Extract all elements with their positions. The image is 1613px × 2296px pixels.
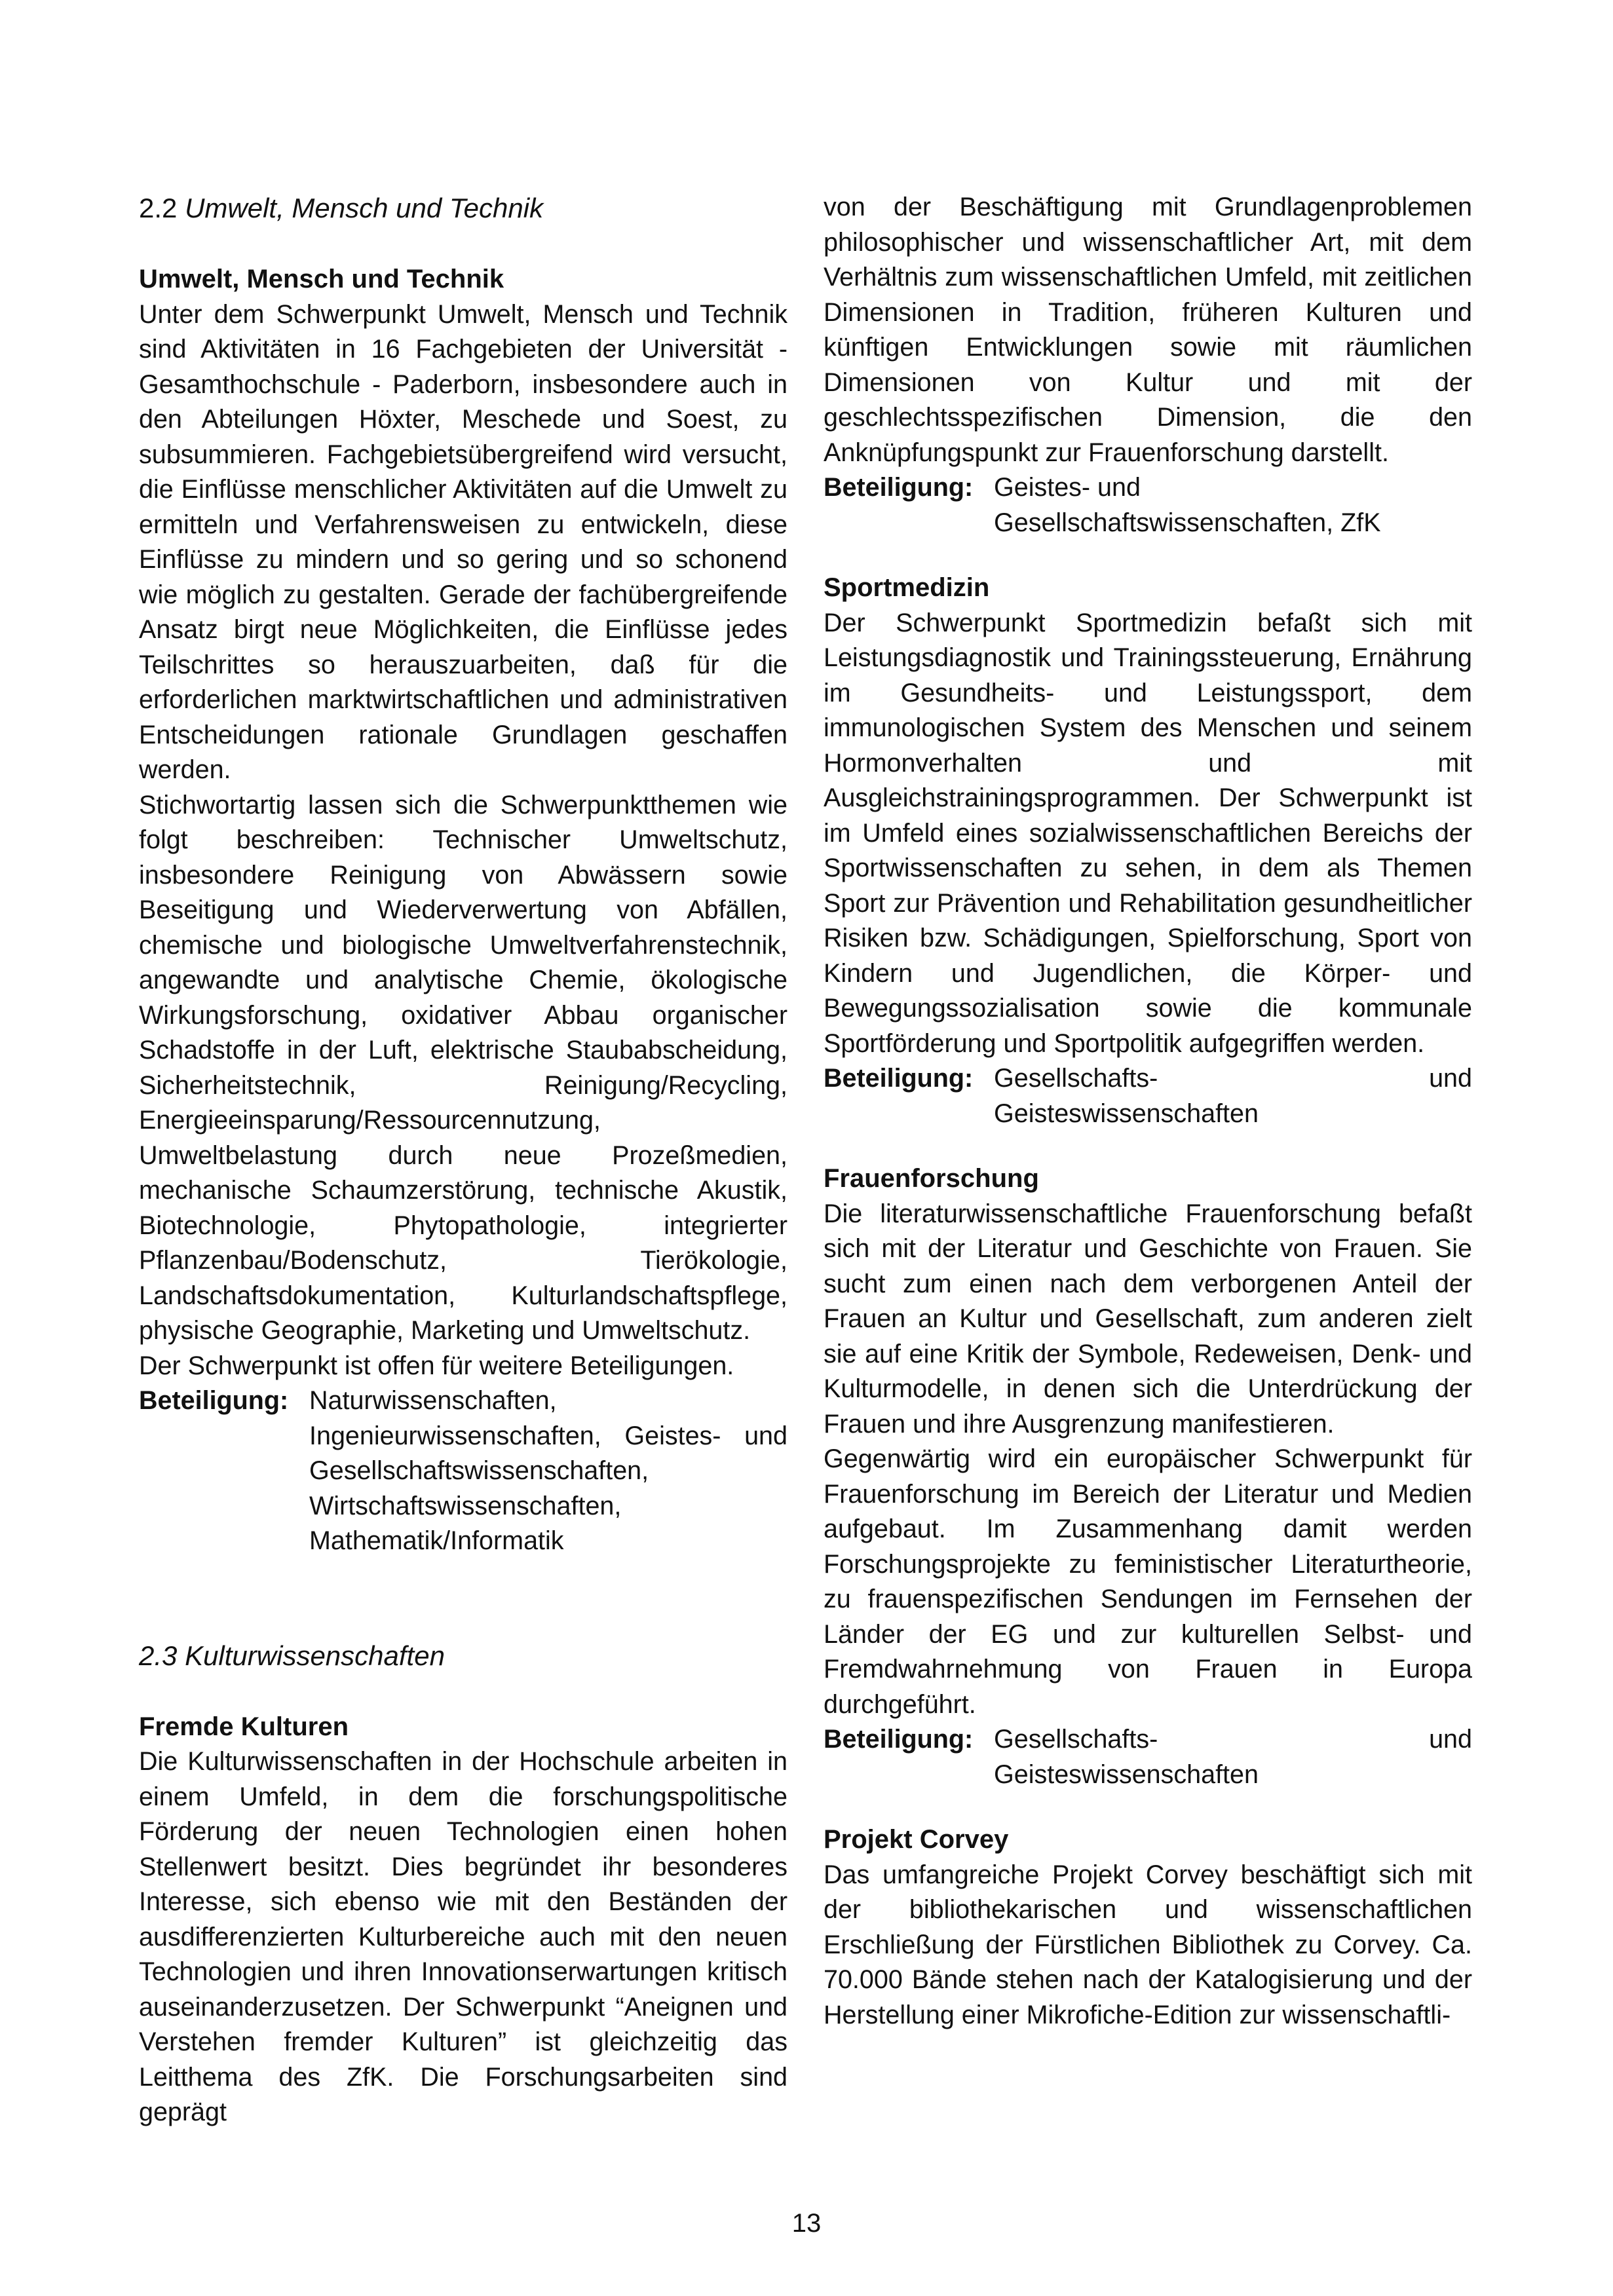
umwelt-paragraph-2: Stichwortartig lassen sich die Schwerpunktthemen wie folgt beschreiben: Technischer Umweltschutz, insbesondere Reinigung von Abwässern sowie Beseitigung und Wiederverwertung von Abfällen, chemische und biologische Umweltverfahrenstechnik, angewandte und analytische Chemie, ökologische Wirkungsforschung, oxidativer Abbau organischer Schadstoffe in der Luft, elektrische Staubabscheidung, Sicherheitstechnik, Reinigung/Recycling, Energieeinsparung/Ressourcennutzung, Umweltbelastung durch neue Prozeßmedien, mechanische Schaumzerstörung, technische Akustik, Biotechnologie, Phytopathologie, integrierter Pflanzenbau/Bodenschutz, Tierökologie, Landschaftsdokumentation, Kulturlandschaftspflege, physische Geographie, Marketing und Umweltschutz.: [139, 790, 788, 1345]
section-2-2-label: Umwelt, Mensch und Technik: [185, 193, 544, 223]
section-2-3-number: 2.3: [139, 1640, 178, 1671]
umwelt-heading: Umwelt, Mensch und Technik: [139, 265, 504, 293]
fremde-kulturen-paragraph-continued: von der Beschäftigung mit Grundlagenproblemen philosophischer und wissenschaftlicher Art, mit dem Verhältnis zum wissenschaftlichen Umfeld, mit zeitlichen Dimensionen in Tradition, früheren Kulturen und künftigen Entwicklungen sowie mit räumlichen Dimensionen von Kultur und mit der geschlechtsspezifischen Dimension, die den Anknüpfungspunkt zur Frauenforschung darstellt.: [824, 193, 1472, 467]
sportmedizin-heading: Sportmedizin: [824, 573, 990, 602]
beteiligung-label: Beteiligung:: [824, 1064, 974, 1093]
page-number: 13: [791, 2209, 822, 2238]
beteiligung-value: [994, 470, 1472, 540]
projekt-corvey-paragraph: Das umfangreiche Projekt Corvey beschäftigt sich mit der bibliothekarischen und wissenschaftlichen Erschließung der Fürstlichen Bibliothek zu Corvey. Ca. 70.000 Bände stehen nach der Katalogisierung und der Herstellung einer Mikrofiche-Edition zur wissenschaftli-: [824, 1860, 1472, 2029]
projekt-corvey-heading: Projekt Corvey: [824, 1825, 1009, 1854]
beteiligung-value: Gesellschafts- und Geisteswissenschaften: [994, 1725, 1472, 1789]
frauenforschung-paragraph-2: Gegenwärtig wird ein europäischer Schwerpunkt für Frauenforschung im Bereich der Literatur und Medien aufgebaut. Im Zusammenhang damit werden Forschungsprojekte zu feministischer Literaturtheorie, zu frauenspezifischen Sendungen im Fernsehen der Länder der EG und zur kulturellen Selbst- und Fremdwahrnehmung von Frauen in Europa durchgeführt.: [824, 1444, 1472, 1719]
left-column: [139, 190, 788, 2130]
sport-beteiligung: [824, 1061, 1472, 1131]
beteiligung-value-line-2: Gesellschaftswissenschaften, ZfK: [994, 508, 1381, 537]
section-2-2-number: 2.2: [139, 193, 178, 223]
umwelt-paragraph-1: Unter dem Schwerpunkt Umwelt, Mensch und Technik sind Aktivitäten in 16 Fachgebieten der Universität - Gesamthochschule - Paderborn, insbesondere auch in den Abteilungen Höxter, Meschede und Soest, zu subsummieren. Fachgebietsübergreifend wird versucht, die Einflüsse menschlicher Aktivitäten auf die Umwelt zu ermitteln und Verfahrensweisen zu entwickeln, diese Einflüsse zu mindern und so gering und so schonend wie möglich zu gestalten. Gerade der fachübergreifende Ansatz birgt neue Möglichkeiten, die Einflüsse jedes Teilschrittes so herauszuarbeiten, daß für die erforderlichen marktwirtschaftlichen und administrativen Entscheidungen rationale Grundlagen geschaffen werden.: [139, 299, 788, 784]
fremde-kulturen-paragraph: Die Kulturwissenschaften in der Hochschule arbeiten in einem Umfeld, in dem die forschungspolitische Förderung der neuen Technologien einen hohen Stellenwert besitzt. Dies begründet ihr besonderes Interesse, sich ebenso wie mit den Beständen der ausdifferenzierten Kulturbereiche auch mit den neuen Technologien und ihren Innovationserwartungen kritisch auseinanderzusetzen. Der Schwerpunkt “Aneignen und Verstehen fremder Kulturen” ist gleichzeitig das Leitthema des ZfK. Die Forschungsarbeiten sind geprägt: [139, 1747, 788, 2126]
beteiligung-label: Beteiligung:: [824, 1725, 974, 1754]
frauenforschung-heading: Frauenforschung: [824, 1164, 1039, 1193]
section-2-2-title: [139, 190, 788, 227]
umwelt-paragraph-3: Der Schwerpunkt ist offen für weitere Beteiligungen.: [139, 1351, 734, 1380]
frauen-beteiligung: [824, 1722, 1472, 1792]
right-column: [824, 190, 1472, 2033]
beteiligung-value: Gesellschafts- und Geisteswissenschaften: [994, 1064, 1472, 1128]
section-2-3-label: Kulturwissenschaften: [185, 1640, 445, 1671]
fremde-kulturen-heading: Fremde Kulturen: [139, 1712, 349, 1741]
fremde-beteiligung: [824, 470, 1472, 540]
beteiligung-value: Naturwissenschaften, Ingenieurwissenschaften, Geistes- und Gesellschaftswissenschaften, Wirtschaftswissenschaften, Mathematik/Informatik: [309, 1386, 788, 1555]
umwelt-beteiligung: [139, 1383, 788, 1559]
sportmedizin-paragraph: Der Schwerpunkt Sportmedizin befaßt sich mit Leistungsdiagnostik und Trainingssteuerung, Ernährung im Gesundheits- und Leistungssport, dem immunologischen System des Menschen und seinem Hormonverhalten und mit Ausgleichstrainingsprogrammen. Der Schwerpunkt ist im Umfeld eines sozialwissenschaftlichen Bereichs der Sportwissenschaften zu sehen, in dem als Themen Sport zur Prävention und Rehabilitation gesundheitlicher Risiken bzw. Schädigungen, Spielforschung, Sport von Kindern und Jugendlichen, die Körper- und Bewegungssozialisation sowie die kommunale Sportförderung und Sportpolitik aufgegriffen werden.: [824, 608, 1472, 1058]
beteiligung-value-line-1: Geistes- und: [994, 473, 1141, 502]
beteiligung-label: Beteiligung:: [139, 1386, 289, 1415]
section-2-3-title: [139, 1638, 788, 1674]
frauenforschung-paragraph-1: Die literaturwissenschaftliche Frauenforschung befaßt sich mit der Literatur und Geschichte von Frauen. Sie sucht zum einen nach dem verborgenen Anteil der Frauen an Kultur und Gesellschaft, zum anderen zielt sie auf eine Kritik der Symbole, Redeweisen, Denk- und Kulturmodelle, in denen sich die Unterdrückung der Frauen und ihre Ausgrenzung manifestieren.: [824, 1199, 1472, 1439]
beteiligung-label: Beteiligung:: [824, 473, 974, 502]
